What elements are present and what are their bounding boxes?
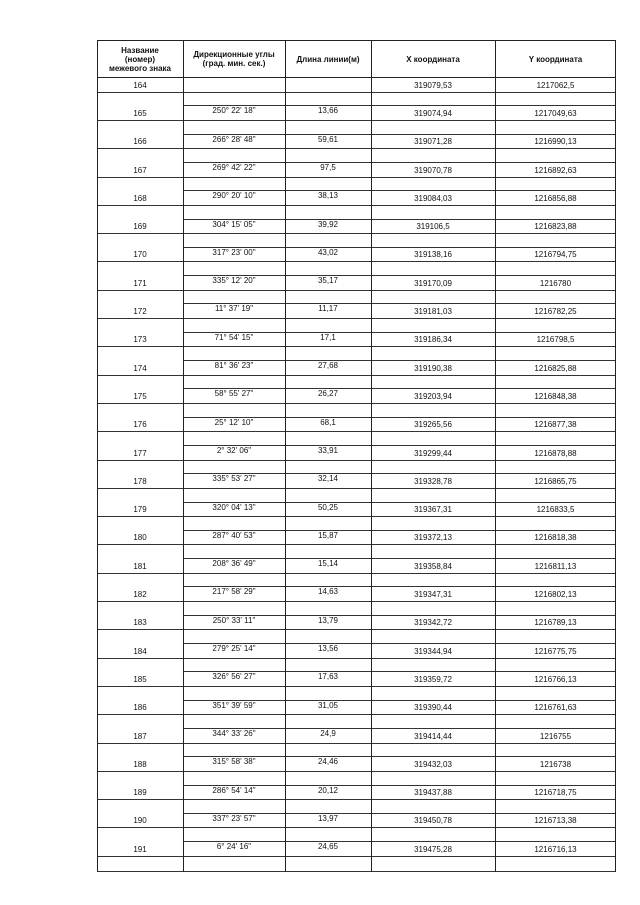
segment-divider (183, 360, 616, 361)
point-name: 187 (133, 731, 147, 741)
line-length: 26,27 (317, 389, 339, 399)
header-name (97, 41, 183, 77)
line-length: 24,9 (320, 728, 336, 738)
point-name: 175 (133, 391, 147, 401)
line-length: 15,14 (317, 559, 339, 569)
segment-divider (183, 388, 616, 389)
x-coordinate: 319079,53 (414, 80, 452, 90)
segment-divider (183, 473, 616, 474)
direction-angle: 286° 54' 14" (212, 785, 256, 795)
y-coordinate: 1216878,88 (534, 448, 577, 458)
line-length: 27,68 (317, 361, 339, 370)
segment-divider (183, 785, 616, 786)
row-divider (97, 488, 616, 489)
row-divider (97, 120, 616, 121)
direction-angle: 320° 04' 13" (212, 502, 256, 512)
point-name: 177 (133, 448, 147, 458)
column-divider (371, 40, 372, 872)
column-divider (615, 40, 616, 872)
row-divider (97, 799, 616, 800)
x-coordinate: 319344,94 (414, 646, 452, 656)
direction-angle: 326° 56' 27" (212, 672, 256, 682)
row-divider (97, 856, 616, 857)
direction-angle: 335° 53' 27" (212, 474, 256, 484)
line-length: 17,1 (320, 332, 336, 342)
segment-divider (183, 332, 616, 333)
line-length: 33,91 (317, 445, 339, 455)
x-coordinate: 319181,03 (414, 307, 452, 316)
y-coordinate: 1216716,13 (534, 844, 577, 854)
line-length: 24,65 (317, 842, 339, 852)
x-coordinate: 319475,28 (414, 844, 452, 854)
x-coordinate: 319190,38 (414, 363, 452, 373)
x-coordinate: 319432,03 (414, 759, 452, 769)
segment-divider (183, 615, 616, 616)
table-header (97, 40, 616, 78)
point-name: 178 (133, 476, 147, 486)
y-coordinate: 1216823,88 (534, 222, 577, 232)
y-coordinate: 1217049,63 (534, 108, 577, 118)
line-length: 24,46 (317, 757, 339, 767)
column-divider (97, 40, 98, 872)
row-divider (97, 686, 616, 687)
x-coordinate: 319414,44 (414, 731, 452, 741)
row-divider (97, 318, 616, 319)
x-coordinate: 319203,94 (414, 391, 452, 401)
x-coordinate: 319138,16 (414, 250, 452, 260)
point-name: 186 (133, 703, 147, 713)
row-divider (97, 743, 616, 744)
segment-divider (183, 303, 616, 304)
x-coordinate: 319390,44 (414, 703, 452, 713)
x-coordinate: 319071,28 (414, 137, 452, 147)
y-coordinate: 1217062,5 (536, 80, 575, 90)
point-name: 171 (133, 278, 147, 288)
y-coordinate: 1216775,75 (534, 646, 577, 656)
y-coordinate: 1216738 (539, 759, 572, 769)
segment-divider (183, 275, 616, 276)
point-name: 185 (133, 674, 147, 684)
y-coordinate: 1216782,25 (534, 307, 577, 316)
header-y-text: Y координата (528, 54, 583, 64)
segment-divider (183, 162, 616, 163)
column-divider (495, 40, 496, 872)
line-length: 59,61 (317, 134, 339, 144)
header-direction-text: Дирекционные углы (град. мин. сек.) (193, 50, 275, 68)
segment-divider (183, 105, 616, 106)
line-length: 97,5 (320, 162, 336, 172)
point-name: 184 (133, 646, 147, 656)
row-divider (97, 177, 616, 178)
direction-angle: 279° 25' 14" (212, 644, 256, 653)
x-coordinate: 319265,56 (414, 420, 452, 430)
direction-angle: 304° 15' 05" (212, 219, 256, 229)
direction-angle: 6° 24' 16" (216, 842, 252, 852)
line-length: 14,63 (317, 587, 339, 597)
direction-angle: 337° 23' 57" (212, 813, 256, 823)
y-coordinate: 1216990,13 (534, 137, 577, 147)
point-name: 176 (133, 420, 147, 430)
x-coordinate: 319347,31 (414, 590, 452, 599)
direction-angle: 25° 12' 10" (214, 417, 254, 427)
segment-divider (183, 728, 616, 729)
x-coordinate: 319358,84 (414, 561, 452, 571)
direction-angle: 58° 55' 27" (214, 389, 254, 399)
table-bottom-border (97, 871, 616, 872)
line-length: 13,66 (317, 106, 339, 116)
x-coordinate: 319074,94 (414, 108, 452, 118)
y-coordinate: 1216780 (539, 278, 572, 288)
direction-angle: 315° 58' 38" (212, 757, 256, 767)
segment-divider (183, 247, 616, 248)
point-name: 182 (133, 590, 147, 599)
point-name: 179 (133, 505, 147, 515)
y-coordinate: 1216713,38 (534, 816, 577, 826)
point-name: 166 (133, 137, 147, 147)
point-name: 183 (133, 618, 147, 628)
direction-angle: 250° 22' 18" (212, 106, 256, 116)
point-name: 164 (133, 80, 147, 90)
point-name: 167 (133, 165, 147, 175)
y-coordinate: 1216789,13 (534, 618, 577, 628)
y-coordinate: 1216798,5 (536, 335, 575, 345)
row-divider (97, 403, 616, 404)
direction-angle: 269° 42' 22" (212, 162, 256, 172)
line-length: 31,05 (317, 700, 339, 710)
x-coordinate: 319367,31 (414, 505, 452, 515)
header-x (371, 41, 495, 77)
y-coordinate: 1216755 (539, 731, 572, 741)
y-coordinate: 1216811,13 (534, 561, 577, 571)
x-coordinate: 319186,34 (414, 335, 452, 345)
y-coordinate: 1216766,13 (534, 674, 577, 684)
line-length: 13,79 (317, 615, 339, 625)
x-coordinate: 319106,5 (416, 222, 450, 232)
x-coordinate: 319342,72 (414, 618, 452, 628)
y-coordinate: 1216825,88 (534, 363, 577, 373)
direction-angle: 208° 36' 49" (212, 559, 256, 569)
direction-angle: 351° 39' 59" (212, 700, 256, 710)
segment-divider (183, 813, 616, 814)
column-divider (183, 40, 184, 872)
row-divider (97, 375, 616, 376)
point-name: 188 (133, 759, 147, 769)
x-coordinate: 319084,03 (414, 193, 452, 203)
y-coordinate: 1216856,88 (534, 193, 577, 203)
point-name: 180 (133, 533, 147, 543)
point-name: 181 (133, 561, 147, 571)
direction-angle: 266° 28' 48" (212, 134, 256, 144)
direction-angle: 81° 36' 23" (214, 361, 254, 370)
direction-angle: 317° 23' 00" (212, 247, 256, 257)
segment-divider (183, 841, 616, 842)
row-divider (97, 92, 616, 93)
row-divider (97, 658, 616, 659)
y-coordinate: 1216848,38 (534, 391, 577, 401)
row-divider (97, 346, 616, 347)
line-length: 68,1 (320, 417, 336, 427)
row-divider (97, 460, 616, 461)
y-coordinate: 1216818,38 (534, 533, 577, 543)
segment-divider (183, 558, 616, 559)
segment-divider (183, 417, 616, 418)
line-length: 11,17 (318, 304, 338, 314)
y-coordinate: 1216802,13 (534, 590, 577, 599)
point-name: 190 (133, 816, 147, 826)
direction-angle: 71° 54' 15" (214, 332, 254, 342)
line-length: 13,56 (317, 644, 339, 653)
header-y (495, 41, 616, 77)
direction-angle: 290° 20' 10" (212, 191, 256, 201)
y-coordinate: 1216877,38 (534, 420, 577, 430)
direction-angle: 287° 40' 53" (212, 530, 256, 540)
row-divider (97, 148, 616, 149)
y-coordinate: 1216718,75 (534, 788, 577, 798)
row-divider (97, 261, 616, 262)
point-name: 174 (133, 363, 147, 373)
segment-divider (183, 700, 616, 701)
point-name: 172 (133, 307, 147, 316)
segment-divider (183, 586, 616, 587)
x-coordinate: 319359,72 (414, 674, 452, 684)
line-length: 17,63 (317, 672, 339, 682)
header-direction (183, 41, 285, 77)
line-length: 35,17 (317, 276, 339, 286)
header-length-text: Длина линии(м) (296, 54, 360, 64)
header-length (285, 41, 371, 77)
row-divider (97, 290, 616, 291)
x-coordinate: 319170,09 (414, 278, 452, 288)
row-divider (97, 431, 616, 432)
direction-angle: 250° 33' 11" (212, 615, 256, 625)
column-divider (285, 40, 286, 872)
row-divider (97, 544, 616, 545)
x-coordinate: 319299,44 (414, 448, 452, 458)
point-name: 165 (133, 108, 147, 118)
segment-divider (183, 190, 616, 191)
line-length: 39,92 (317, 219, 339, 229)
point-name: 168 (133, 193, 147, 203)
x-coordinate: 319328,78 (414, 476, 452, 486)
header-x-text: X координата (406, 54, 460, 64)
row-divider (97, 233, 616, 234)
row-divider (97, 573, 616, 574)
row-divider (97, 629, 616, 630)
x-coordinate: 319450,78 (414, 816, 452, 826)
segment-divider (183, 643, 616, 644)
row-divider (97, 714, 616, 715)
y-coordinate: 1216761,63 (534, 703, 577, 713)
y-coordinate: 1216865,75 (534, 476, 577, 486)
row-divider (97, 205, 616, 206)
direction-angle: 217° 58' 29" (212, 587, 256, 597)
segment-divider (183, 756, 616, 757)
row-divider (97, 771, 616, 772)
direction-angle: 335° 12' 20" (212, 276, 256, 286)
point-name: 173 (133, 335, 147, 345)
segment-divider (183, 530, 616, 531)
row-divider (97, 827, 616, 828)
y-coordinate: 1216794,75 (534, 250, 577, 260)
x-coordinate: 319437,88 (414, 788, 452, 798)
x-coordinate: 319372,13 (414, 533, 452, 543)
line-length: 15,87 (317, 530, 339, 540)
line-length: 20,12 (317, 785, 339, 795)
line-length: 32,14 (317, 474, 339, 484)
y-coordinate: 1216833,5 (536, 505, 575, 515)
x-coordinate: 319070,78 (414, 165, 452, 175)
direction-angle: 11° 37' 19" (214, 304, 254, 314)
row-divider (97, 516, 616, 517)
segment-divider (183, 502, 616, 503)
header-name-text: Название (номер) межевого знака (108, 45, 172, 73)
line-length: 13,97 (317, 813, 339, 823)
point-name: 170 (133, 250, 147, 260)
point-name: 189 (133, 788, 147, 798)
segment-divider (183, 671, 616, 672)
direction-angle: 344° 33' 26" (212, 728, 256, 738)
line-length: 50,25 (317, 502, 339, 512)
row-divider (97, 601, 616, 602)
direction-angle: 2° 32' 06" (216, 445, 252, 455)
segment-divider (183, 445, 616, 446)
line-length: 38,13 (317, 191, 339, 201)
segment-divider (183, 134, 616, 135)
point-name: 191 (133, 844, 147, 854)
line-length: 43,02 (317, 247, 339, 257)
segment-divider (183, 219, 616, 220)
y-coordinate: 1216892,63 (534, 165, 577, 175)
point-name: 169 (133, 222, 147, 232)
